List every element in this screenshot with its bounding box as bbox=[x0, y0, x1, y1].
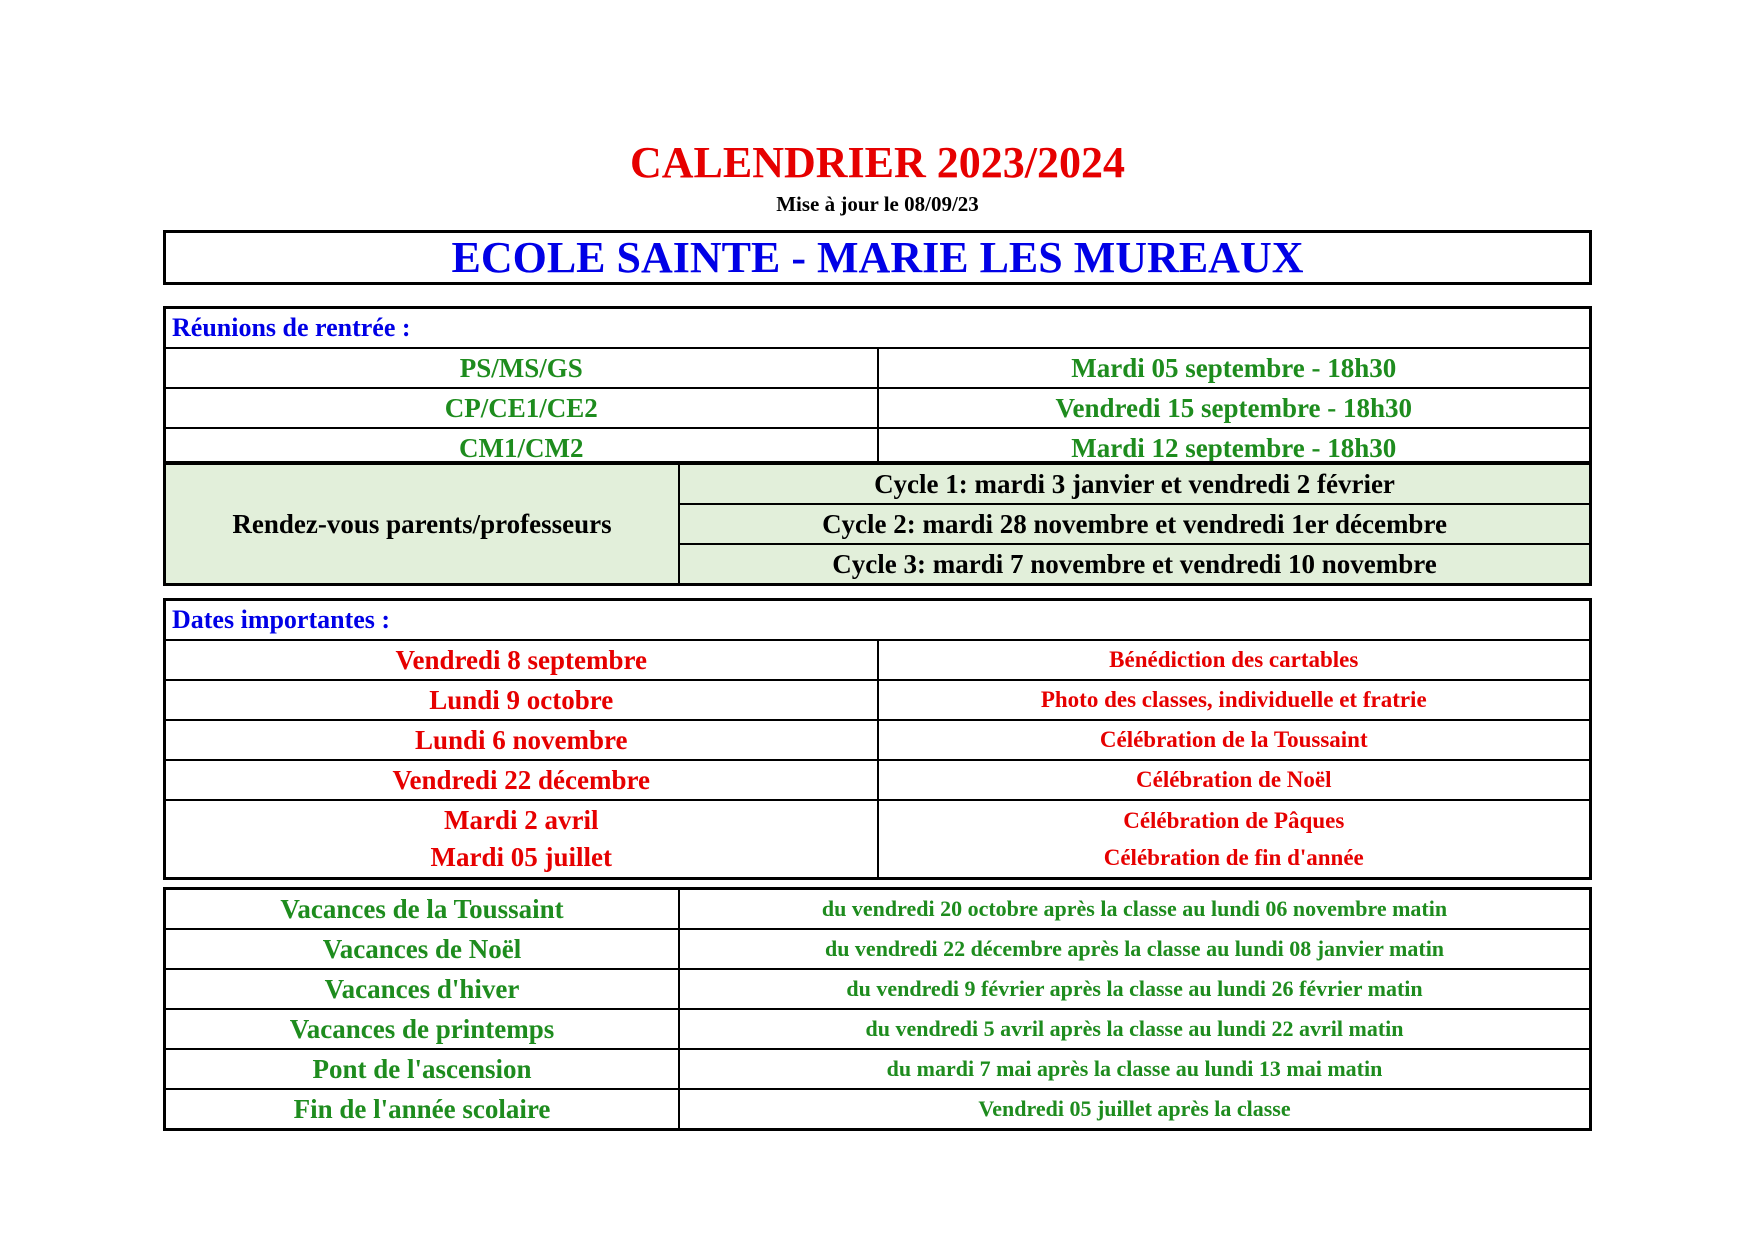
reunion-date: Vendredi 15 septembre - 18h30 bbox=[878, 388, 1591, 428]
event-name: Célébration de Noël bbox=[878, 760, 1591, 800]
table-row bbox=[165, 969, 1591, 1009]
reunion-class: CM1/CM2 bbox=[165, 428, 878, 469]
vacances-table bbox=[163, 887, 1592, 1131]
table-row bbox=[165, 720, 1591, 760]
event-date: Lundi 9 octobre bbox=[165, 680, 878, 720]
table-row bbox=[165, 929, 1591, 969]
table-row bbox=[165, 348, 1591, 388]
event-name-pair bbox=[878, 800, 1591, 879]
reunion-class: CP/CE1/CE2 bbox=[165, 388, 878, 428]
event-date-pair bbox=[165, 800, 878, 879]
table-row bbox=[165, 800, 1591, 879]
holiday-period: du vendredi 22 décembre après la classe au lundi 08 janvier matin bbox=[679, 929, 1591, 969]
rendezvous-label: Rendez-vous parents/professeurs bbox=[165, 463, 680, 585]
holiday-name: Vacances de Noël bbox=[165, 929, 680, 969]
reunions-heading: Réunions de rentrée : bbox=[165, 308, 1591, 349]
event-date: Mardi 2 avril bbox=[444, 805, 599, 835]
holiday-period: du vendredi 5 avril après la classe au lundi 22 avril matin bbox=[679, 1009, 1591, 1049]
table-row bbox=[165, 760, 1591, 800]
event-date: Lundi 6 novembre bbox=[165, 720, 878, 760]
event-name: Célébration de fin d'année bbox=[1103, 845, 1364, 870]
table-row bbox=[165, 1009, 1591, 1049]
cycle-dates: Cycle 3: mardi 7 novembre et vendredi 10 novembre bbox=[679, 544, 1591, 585]
holiday-name: Vacances d'hiver bbox=[165, 969, 680, 1009]
cycle-dates: Cycle 2: mardi 28 novembre et vendredi 1er décembre bbox=[679, 504, 1591, 544]
event-date: Vendredi 8 septembre bbox=[165, 640, 878, 680]
dates-table bbox=[163, 598, 1592, 880]
holiday-name: Vacances de printemps bbox=[165, 1009, 680, 1049]
school-name: ECOLE SAINTE - MARIE LES MUREAUX bbox=[163, 230, 1592, 285]
table-row bbox=[165, 463, 1591, 504]
holiday-period: du vendredi 20 octobre après la classe au lundi 06 novembre matin bbox=[679, 889, 1591, 930]
holiday-name: Fin de l'année scolaire bbox=[165, 1089, 680, 1130]
rendezvous-table bbox=[163, 461, 1592, 586]
update-date: Mise à jour le 08/09/23 bbox=[776, 192, 979, 216]
event-name: Photo des classes, individuelle et fratrie bbox=[878, 680, 1591, 720]
holiday-period: Vendredi 05 juillet après la classe bbox=[679, 1089, 1591, 1130]
event-date: Mardi 05 juillet bbox=[430, 842, 612, 872]
event-name: Bénédiction des cartables bbox=[878, 640, 1591, 680]
holiday-period: du vendredi 9 février après la classe au lundi 26 février matin bbox=[679, 969, 1591, 1009]
cycle-dates: Cycle 1: mardi 3 janvier et vendredi 2 février bbox=[679, 463, 1591, 504]
dates-heading: Dates importantes : bbox=[165, 600, 1591, 641]
reunion-date: Mardi 05 septembre - 18h30 bbox=[878, 348, 1591, 388]
table-row bbox=[165, 889, 1591, 930]
holiday-period: du mardi 7 mai après la classe au lundi 13 mai matin bbox=[679, 1049, 1591, 1089]
holiday-name: Vacances de la Toussaint bbox=[165, 889, 680, 930]
table-row bbox=[165, 1049, 1591, 1089]
table-row bbox=[165, 388, 1591, 428]
reunions-table bbox=[163, 306, 1592, 470]
table-row bbox=[165, 680, 1591, 720]
reunion-class: PS/MS/GS bbox=[165, 348, 878, 388]
event-name: Célébration de la Toussaint bbox=[878, 720, 1591, 760]
table-row bbox=[165, 1089, 1591, 1130]
table-row bbox=[165, 640, 1591, 680]
event-date: Vendredi 22 décembre bbox=[165, 760, 878, 800]
event-name: Célébration de Pâques bbox=[1123, 808, 1345, 833]
page-title: CALENDRIER 2023/2024 bbox=[629, 138, 1126, 187]
reunion-date: Mardi 12 septembre - 18h30 bbox=[878, 428, 1591, 469]
holiday-name: Pont de l'ascension bbox=[165, 1049, 680, 1089]
